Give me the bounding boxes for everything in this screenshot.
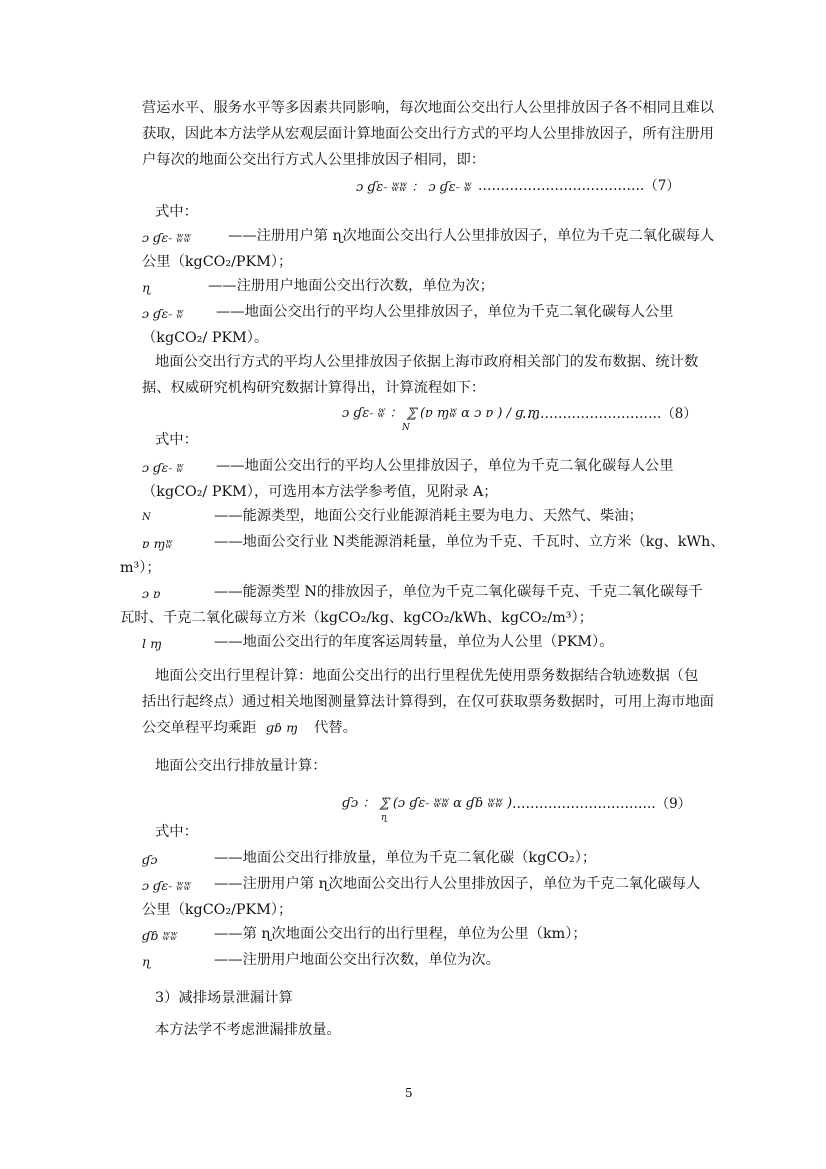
def3-2-desc: 公里（kgCO₂/PKM）； <box>142 902 293 918</box>
equation-9-subscript: ɳ <box>381 813 388 823</box>
def2-4-desc: m³）； <box>120 560 161 576</box>
def2-2-desc: ——能源类型，地面公交行业能源消耗主要为电力、天然气、柴油； <box>214 508 643 524</box>
def1-3-symbol: ɔ ɠɛ ̵ ʬ <box>142 306 184 321</box>
para4: 地面公交出行排放量计算： <box>155 758 327 774</box>
def2-5-desc: ——能源类型 N的排放因子，单位为千克二氧化碳每千克、千克二氧化碳每千 <box>214 584 703 600</box>
def2-3-desc: ——地面公交行业 N类能源消耗量，单位为千克、千瓦时、立方米（kg、kWh、 <box>214 534 725 550</box>
def2-7-desc: ——地面公交出行的年度客运周转量，单位为人公里（PKM）。 <box>214 634 614 650</box>
equation-8-subscript: N <box>402 423 410 433</box>
def2-3-symbol: ɐ ɱʬ <box>142 536 173 551</box>
para1-line2: 获取，因此本方法学从宏观层面计算地面公交出行方式的平均人公里排放因子，所有注册用 <box>142 126 714 142</box>
where-label-3: 式中： <box>155 824 198 840</box>
para3-line3: 公交单程平均乘距 <box>142 720 257 736</box>
def2-6-desc: 瓦时、千克二氧化碳每立方米（kgCO₂/kg、kgCO₂/kWh、kgCO₂/m³）； <box>120 610 593 626</box>
def2-1-desc: （kgCO₂/ PKM），可选用本方法学参考值，见附录 A； <box>142 484 498 500</box>
def1-0-symbol: ɔ ɠɛ ̵ ʬʬ <box>142 230 192 245</box>
page-number: 5 <box>405 1086 413 1100</box>
def3-1-symbol: ɔ ɠɛ ̵ ʬʬ <box>142 878 192 893</box>
def1-2-desc: ——注册用户地面公交出行次数，单位为次； <box>208 278 494 294</box>
def1-1-desc: 公里（kgCO₂/PKM）； <box>142 254 293 270</box>
def3-0-desc: ——地面公交出行排放量，单位为千克二氧化碳（kgCO₂）； <box>214 850 597 866</box>
equation-9: ɠɔ ： ⅀ (ɔ ɠɛ ̵ ʬʬ ɑ ɠɓ ʬʬ ) <box>342 796 513 811</box>
para3-symbol: ɡɓ ɱ <box>266 720 298 735</box>
para2-line2: 据、权威研究机构研究数据计算得出，计算流程如下： <box>142 380 486 396</box>
def2-5-symbol: ɔ ɐ <box>142 586 161 601</box>
def3-3-desc: ——第 ɳ次地面公交出行的出行里程，单位为公里（km）； <box>214 926 587 942</box>
para3-line2: 括出行起终点）通过相关地图测量算法计算得到，在仅可获取票务数据时，可用上海市地面 <box>142 694 714 710</box>
def3-3-symbol: ɠɓ ʬʬ <box>142 928 178 943</box>
def1-3-desc: ——地面公交出行的平均人公里排放因子，单位为千克二氧化碳每人公里 <box>216 304 674 320</box>
equation-7: ɔ ɠɛ ̵ ʬʬ ： ɔ ɠɛ ̵ ʬ <box>356 180 472 195</box>
def3-4-symbol: ɳ <box>142 954 151 969</box>
def3-0-symbol: ɠɔ <box>142 852 158 867</box>
def2-0-desc: ——地面公交出行的平均人公里排放因子，单位为千克二氧化碳每人公里 <box>216 458 674 474</box>
equation-9-number: …………………………..（9） <box>512 796 692 812</box>
para1-line1: 营运水平、服务水平等多因素共同影响，每次地面公交出行人公里排放因子各不相同且难以 <box>142 100 714 116</box>
para5: 本方法学不考虑泄漏排放量。 <box>155 1022 341 1038</box>
para2-line1: 地面公交出行方式的平均人公里排放因子依据上海市政府相关部门的发布数据、统计数 <box>155 354 699 370</box>
def1-2-symbol: ɳ <box>142 280 151 295</box>
equation-8-number: ………………………….（8） <box>522 406 697 422</box>
def2-2-symbol: N <box>142 512 151 523</box>
para3-tail: 代替。 <box>314 720 357 736</box>
para1-line3: 户每次的地面公交出行方式人公里排放因子相同，即： <box>142 152 486 168</box>
para3-line1: 地面公交出行里程计算：地面公交出行的出行里程优先使用票务数据结合轨迹数据（包 <box>155 668 699 684</box>
section-3-heading: 3）减排场景泄漏计算 <box>155 990 293 1006</box>
def2-7-symbol: l ɱ <box>142 636 162 651</box>
where-label-2: 式中： <box>155 432 198 448</box>
def1-4-desc: （kgCO₂/ PKM）。 <box>142 330 269 346</box>
where-label-1: 式中： <box>155 204 198 220</box>
equation-7-number: ……………………………….（7） <box>478 178 680 194</box>
def3-4-desc: ——注册用户地面公交出行次数，单位为次。 <box>214 952 500 968</box>
def3-1-desc: ——注册用户第 ɳ次地面公交出行人公里排放因子，单位为千克二氧化碳每人 <box>214 876 701 892</box>
def1-0-desc: ——注册用户第 ɳ次地面公交出行人公里排放因子，单位为千克二氧化碳每人 <box>228 228 715 244</box>
def2-0-symbol: ɔ ɠɛ ̵ ʬ <box>142 460 184 475</box>
equation-8: ɔ ɠɛ ̵ ʬ ： ⅀ (ɐ ɱʬ ɑ ɔ ɐ ) / ɡ ɱ <box>342 406 540 421</box>
